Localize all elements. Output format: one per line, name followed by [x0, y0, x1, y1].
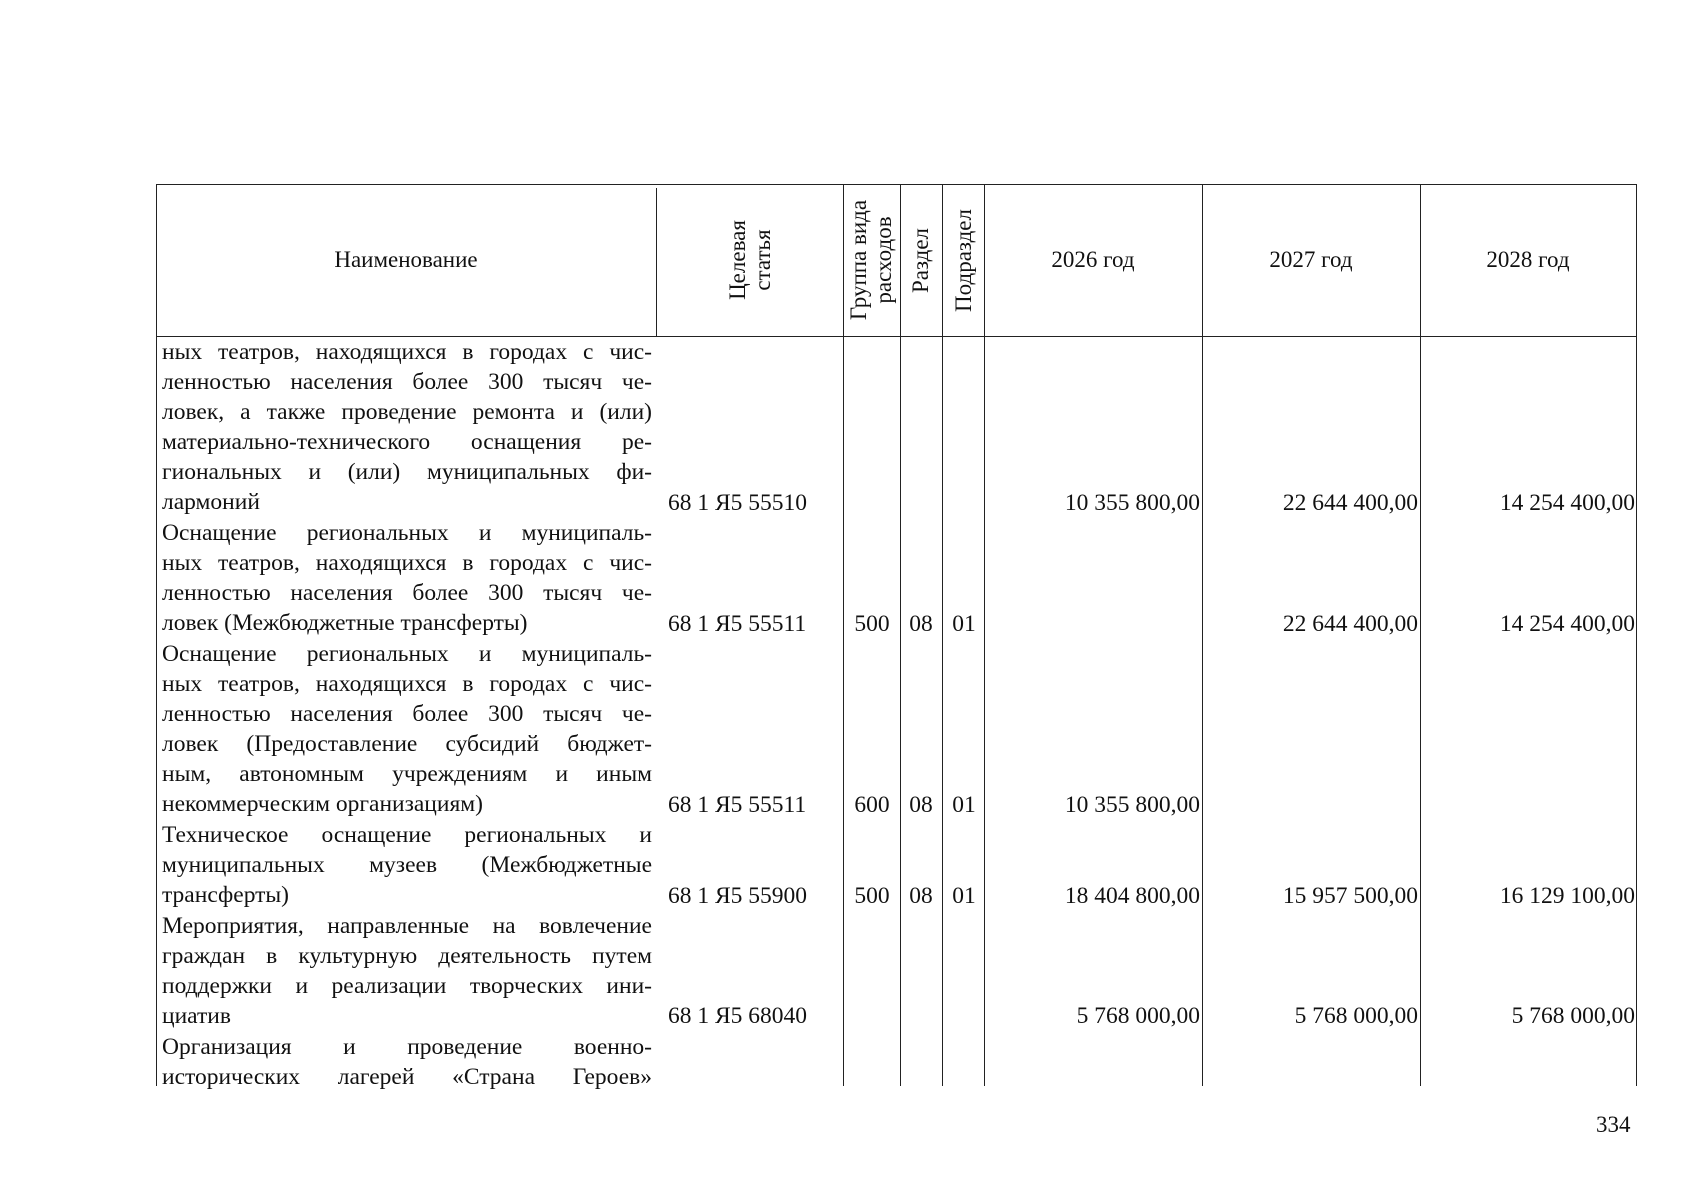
row-name-line: лармоний: [162, 489, 260, 515]
row-name: [162, 518, 652, 638]
row-group: 600: [854, 792, 890, 818]
row-name: [162, 639, 652, 819]
row-y2026: 18 404 800,00: [1064, 882, 1200, 909]
row-section: 08: [909, 610, 933, 637]
row-code: 68 1 Я5 55511: [668, 792, 807, 818]
row-y2026: 5 768 000,00: [1076, 1003, 1200, 1030]
row-section: 08: [909, 792, 933, 818]
header-group-line1: Группа вида: [846, 199, 872, 321]
row-code: 68 1 Я5 55510: [668, 490, 808, 516]
header-name: [156, 184, 656, 336]
row-name-line: Мероприятия, направленные на вовлечение: [162, 912, 652, 939]
row-name-line: ленностью населения более 300 тысяч че-: [162, 580, 652, 607]
row-name-line: трансферты): [162, 882, 290, 909]
row-name-line: материально-технического оснащения ре-: [162, 429, 652, 455]
header-2026: [984, 184, 1202, 336]
row-name-line: граждан в культурную деятельность путем: [162, 942, 652, 969]
row-name-line: ловек, а также проведение ремонта и (или): [162, 399, 652, 425]
row-name-line: ленностью населения более 300 тысяч че-: [162, 701, 652, 727]
header-2028-label: 2028 год: [1486, 247, 1570, 272]
row-name-line: ловек (Предоставление субсидий бюджет-: [162, 731, 652, 757]
row-code: 68 1 Я5 55900: [668, 882, 808, 909]
row-name-line: ных театров, находящихся в городах с чис-: [162, 339, 652, 365]
row-name-line: исторических лагерей «Страна Героев»: [162, 1063, 652, 1090]
row-y2027: 22 644 400,00: [1282, 610, 1418, 637]
row-y2028: 14 254 400,00: [1499, 610, 1635, 637]
row-code: 68 1 Я5 68040: [668, 1003, 808, 1030]
row-name: [162, 820, 652, 910]
header-2027-label: 2027 год: [1269, 247, 1353, 272]
header-group: [843, 184, 900, 336]
row-name-line: ным, автономным учреждениям и иным: [162, 761, 652, 787]
row-name: [162, 337, 652, 517]
header-subsection: [942, 184, 984, 336]
row-name-line: Техническое оснащение региональных и: [162, 822, 652, 849]
row-subsection: 01: [952, 882, 976, 909]
header-section-label: Раздел: [908, 227, 934, 293]
row-name-line: гиональных и (или) муниципальных фи-: [162, 459, 652, 485]
header-group-label: [847, 200, 897, 320]
header-target: [656, 184, 843, 336]
row-name: [162, 1032, 652, 1092]
header-section: [900, 184, 942, 336]
row-y2026: 10 355 800,00: [1064, 792, 1200, 818]
row-name-line: поддержки и реализации творческих ини-: [162, 972, 652, 999]
row-subsection: 01: [952, 792, 976, 818]
row-y2027: 15 957 500,00: [1282, 882, 1418, 909]
row-name-line: Организация и проведение военно-: [162, 1033, 652, 1060]
page-number: 334: [1596, 1112, 1631, 1137]
row-y2027: 5 768 000,00: [1294, 1003, 1418, 1030]
row-subsection: 01: [952, 610, 976, 637]
header-group-line2: расходов: [871, 216, 897, 304]
row-name-line: ловек (Межбюджетные трансферты): [162, 610, 528, 637]
row-name-line: ных театров, находящихся в городах с чис-: [162, 550, 652, 577]
row-section: 08: [909, 882, 933, 909]
row-name-line: некоммерческим организациям): [162, 791, 483, 817]
budget-table: [156, 184, 1637, 1090]
row-y2028: 16 129 100,00: [1499, 882, 1635, 909]
row-y2028: 14 254 400,00: [1499, 490, 1635, 516]
row-group: 500: [854, 610, 890, 637]
row-name-line: муниципальных музеев (Межбюджетные: [162, 852, 652, 879]
header-target-label: [724, 220, 774, 300]
header-target-line2: статья: [749, 229, 775, 291]
row-name-line: циатив: [162, 1002, 231, 1029]
row-group: 500: [854, 882, 890, 909]
row-y2026: 10 355 800,00: [1064, 490, 1200, 516]
header-subsection-label: Подраздел: [950, 208, 976, 312]
header-2026-label: 2026 год: [1051, 247, 1135, 272]
row-name-line: Оснащение региональных и муниципаль-: [162, 641, 652, 667]
row-y2028: 5 768 000,00: [1511, 1003, 1635, 1030]
header-target-line1: Целевая: [724, 220, 750, 300]
row-y2027: 22 644 400,00: [1282, 490, 1418, 516]
row-code: 68 1 Я5 55511: [668, 610, 807, 637]
header-name-label: Наименование: [334, 247, 478, 272]
row-name: [162, 911, 652, 1031]
header-2028: [1420, 184, 1636, 336]
header-2027: [1202, 184, 1420, 336]
table-border-right: [1636, 184, 1637, 1086]
row-name-line: ных театров, находящихся в городах с чис-: [162, 671, 652, 697]
row-name-line: ленностью населения более 300 тысяч че-: [162, 369, 652, 395]
row-name-line: Оснащение региональных и муниципаль-: [162, 520, 652, 547]
